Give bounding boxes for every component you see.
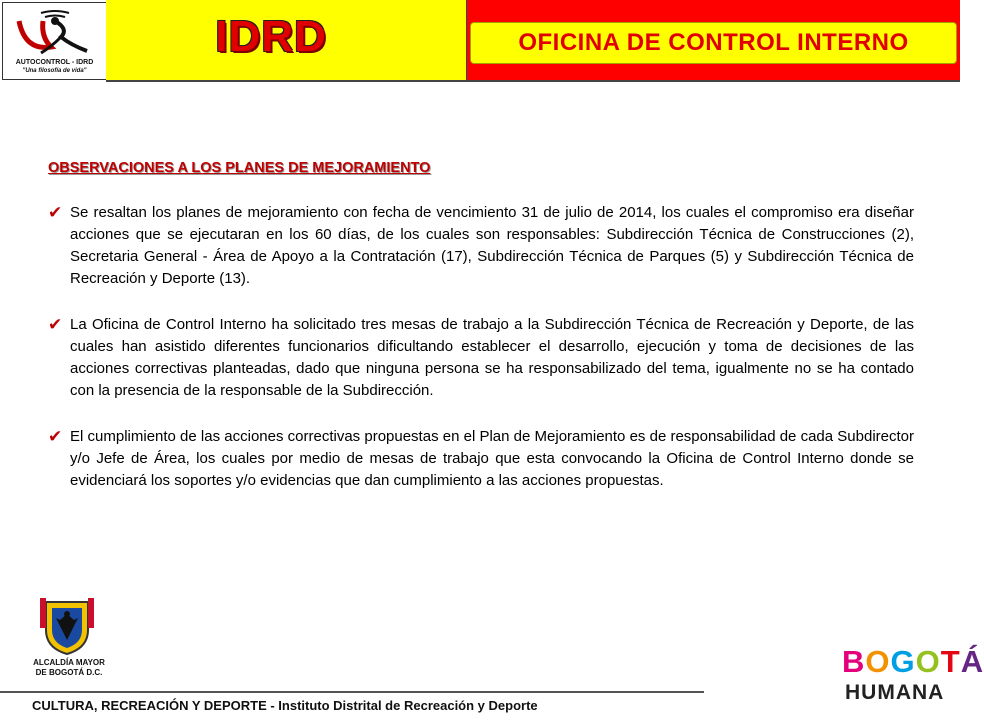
list-item [48,426,914,492]
autocontrol-logo-icon [11,7,97,59]
bogota-letter: G [890,644,916,679]
bogota-letter: Á [960,644,984,679]
bogota-letter: T [940,644,961,679]
escudo-icon [36,596,98,658]
bogota-letter: O [915,644,941,679]
check-icon: ✔ [48,315,63,334]
check-icon: ✔ [48,203,63,222]
humana-word: HUMANA [845,681,945,704]
footer-divider [0,691,704,693]
office-title-box [470,22,957,64]
alcaldia-line2: DE BOGOTÁ D.C. [35,668,103,677]
logo-title: AUTOCONTROL - IDRD [15,59,94,66]
list-item [48,202,914,290]
autocontrol-logo [2,2,107,80]
bogota-letter: B [842,644,866,679]
bogota-humana-logo [842,644,984,710]
footer-text: CULTURA, RECREACIÓN Y DEPORTE - Instituto Distrital de Recreación y Deporte [32,698,538,713]
office-title: OFICINA DE CONTROL INTERNO [518,29,909,56]
logo-slogan: "Una filosofía de vida" [22,68,87,74]
list-item [48,314,914,402]
slide-header [0,0,960,82]
check-icon: ✔ [48,427,63,446]
main-content [48,160,914,516]
brand-panel [106,0,467,82]
bullet-text: Se resaltan los planes de mejoramiento con fecha de vencimiento 31 de julio de 2014, los cuales el compromiso era diseñar acciones que se ejecutaran en los 60 días, de los cuales son responsables: Subdirección Técnica de Construcciones (2), Secretaria General - Área de Apoyo a la Contratación (17), Subdirección Técnica de Parques (5) y Subdirección Técnica de Recreación y Deporte (13). [70,204,914,287]
alcaldia-label [14,658,124,678]
brand-title: IDRD [215,12,327,61]
section-title: OBSERVACIONES A LOS PLANES DE MEJORAMIENTO [48,160,431,176]
bogota-word [842,646,984,678]
alcaldia-line1: ALCALDÍA MAYOR [33,658,105,667]
bullet-text: La Oficina de Control Interno ha solicitado tres mesas de trabajo a la Subdirección Técnica de Recreación y Deporte, de las cuales han asistido diferentes funcionarios dificultando establecer el desarrollo, ejecución y toma de decisiones de las acciones correctivas planteadas, dado que ninguna persona se ha responsabilizado del tema, igualmente no se ha contado con la presencia de la responsable de la Subdirección. [70,316,914,399]
bogota-letter: O [865,644,891,679]
bullet-text: El cumplimiento de las acciones correctivas propuestas en el Plan de Mejoramiento es de responsabilidad de cada Subdirector y/o Jefe de Área, los cuales por medio de mesas de trabajo que esta convocando la Oficina de Control Interno donde se evidenciará los soportes y/o evidencias que dan cumplimiento a las acciones propuestas. [70,428,914,489]
